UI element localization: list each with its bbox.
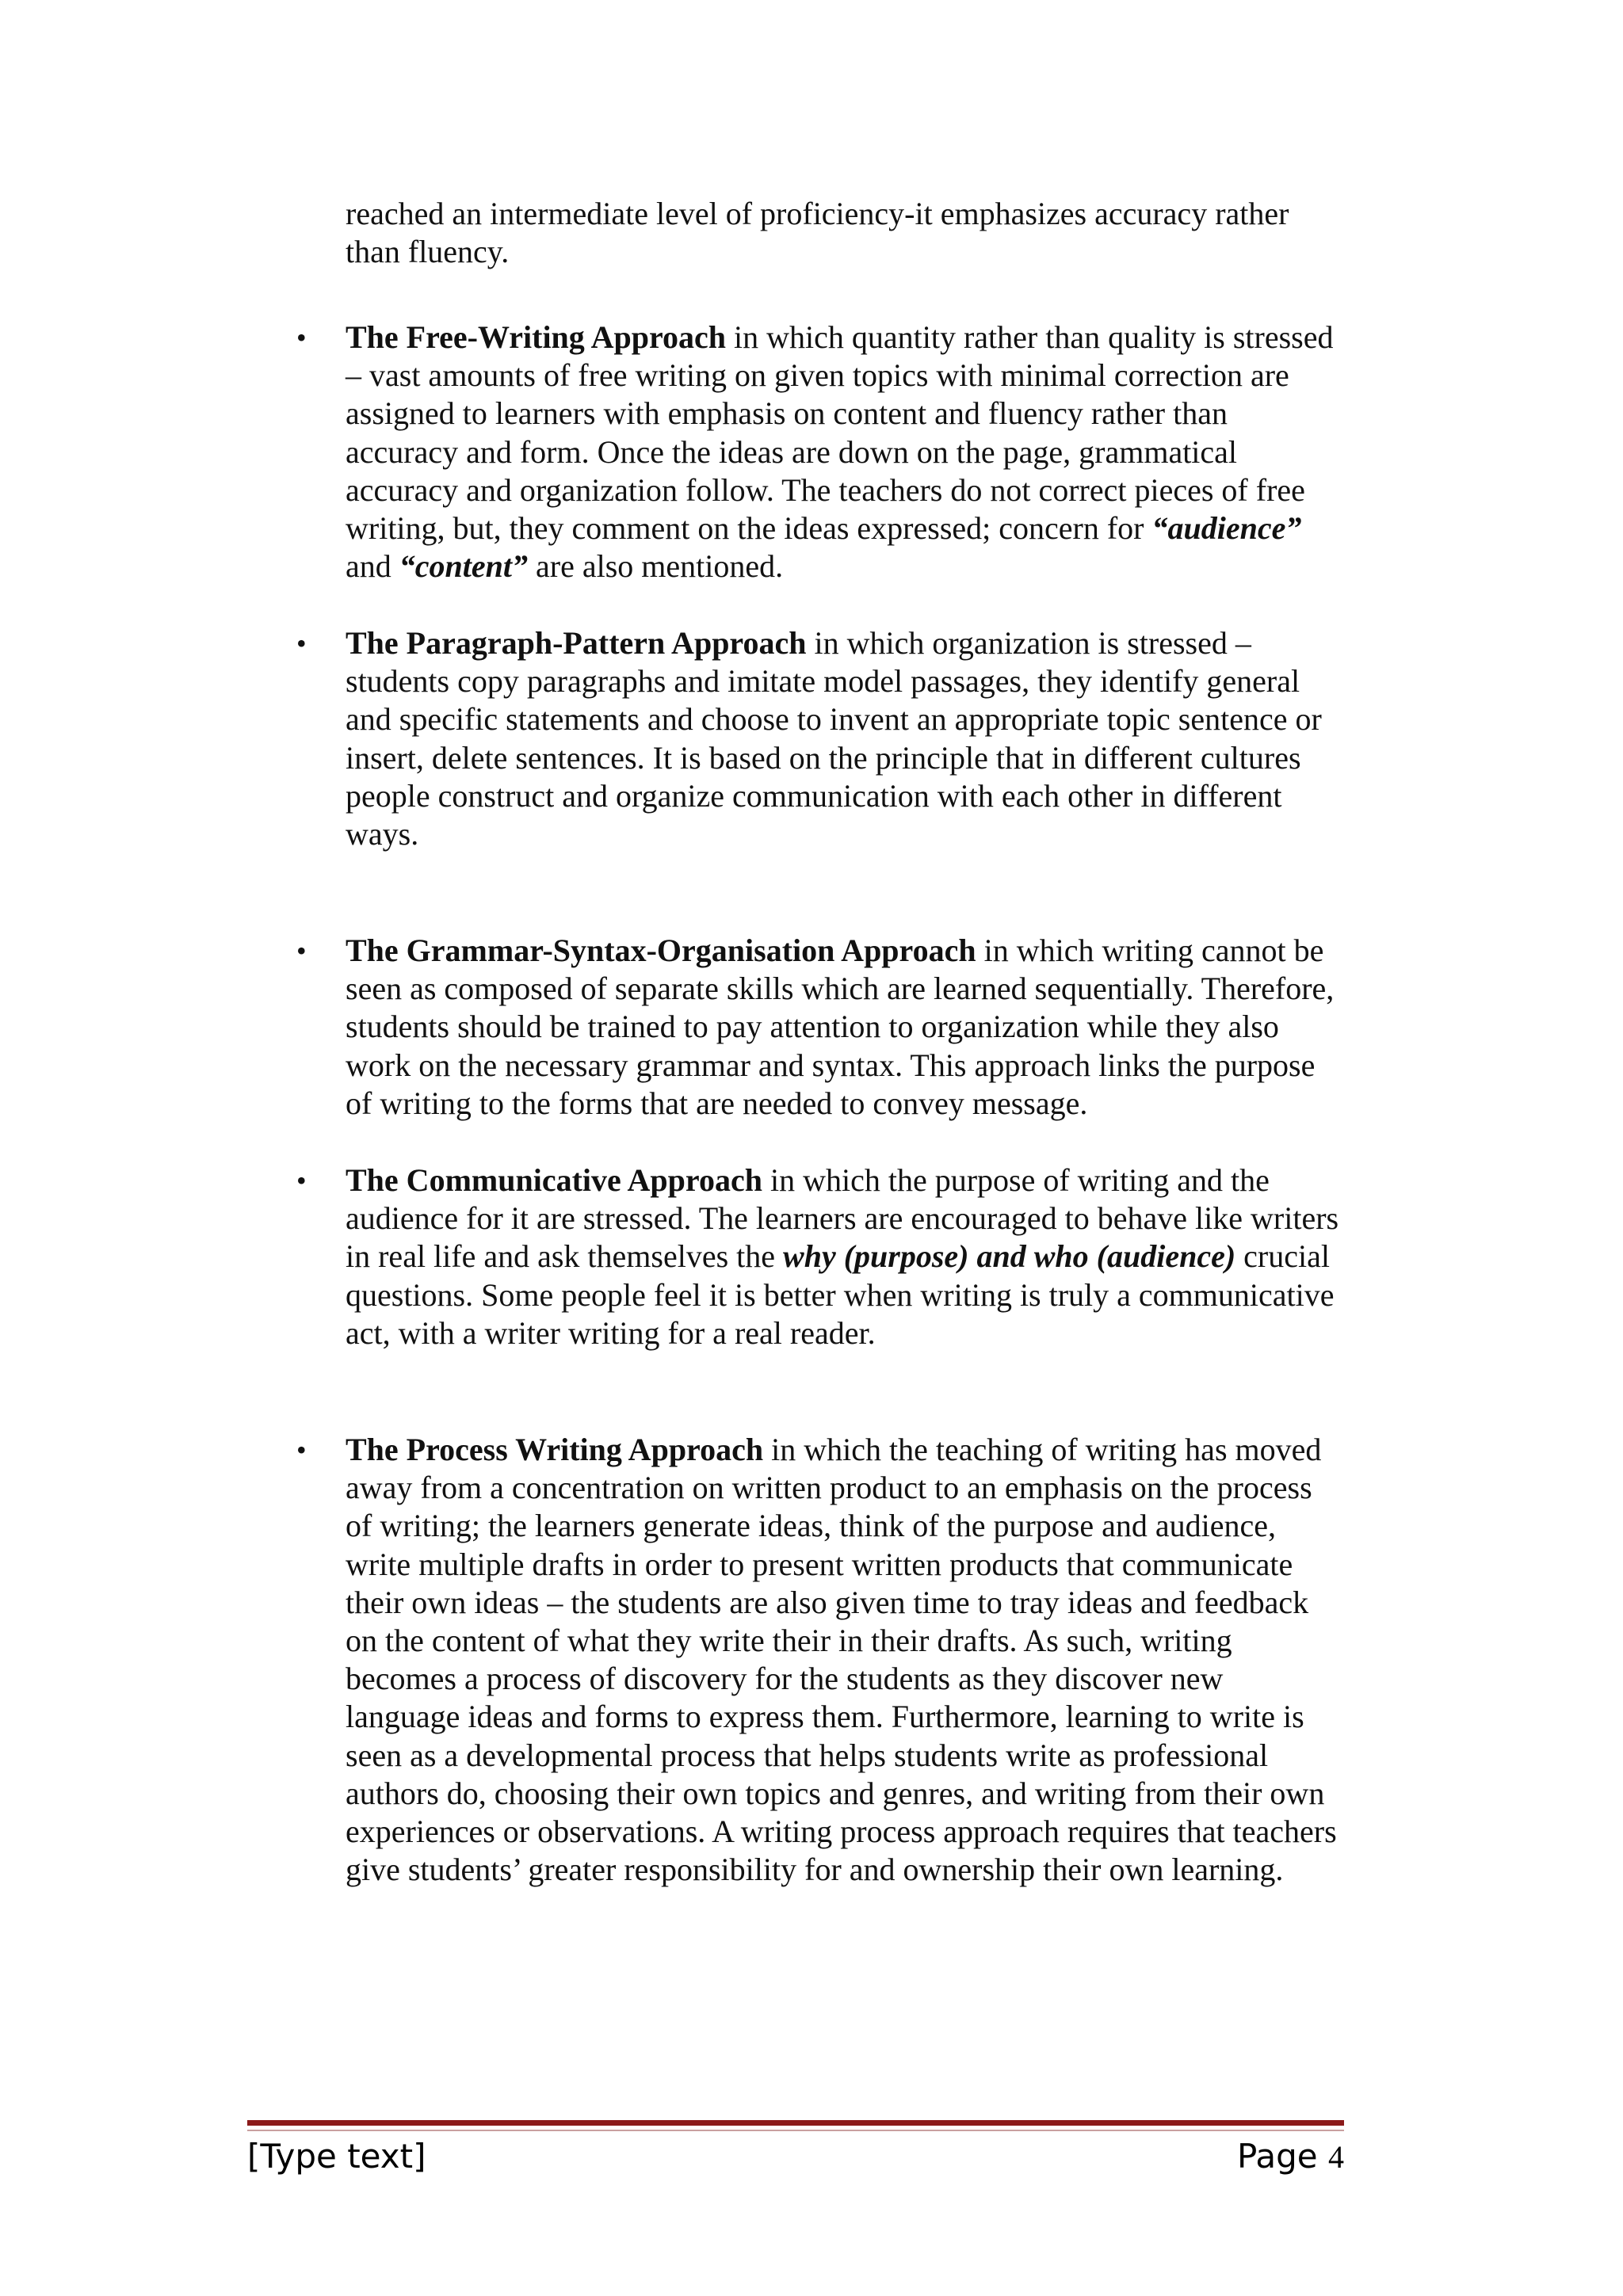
list-item-grammar-syntax	[296, 932, 1344, 1123]
item-title: The Paragraph-Pattern Approach	[346, 625, 807, 661]
list-item-process-writing	[296, 1431, 1344, 1889]
bullet-icon: •	[296, 1434, 307, 1466]
item-emphasis: “audience”	[1151, 510, 1302, 547]
item-text: in which quantity rather than quality is stressed – vast amounts of free writing on given topics with minimal correction are assigned to learners with emphasis on content and fluency rather than accuracy and form. Once the ideas are down on the page, grammatical accuracy and organization follow. The teachers do not correct pieces of free writing, but, they comment on the ideas expressed; concern for	[346, 319, 1334, 547]
item-text: crucial questions. Some people feel it is better when writing is truly a communicative act, with a writer writing for a real reader.	[346, 1238, 1335, 1351]
footer-page-number	[1237, 2136, 1344, 2178]
item-text: in which the purpose of writing and the audience for it are stressed. The learners are encouraged to behave like writers in real life and ask themselves the	[346, 1162, 1339, 1275]
footer-divider-thin	[247, 2130, 1344, 2131]
item-text: in which organization is stressed – students copy paragraphs and imitate model passages, they identify general and specific statements and choose to invent an appropriate topic sentence or insert, delete sentences. It is based on the principle that in different cultures people construct and organize communication with each other in different ways.	[346, 625, 1322, 852]
item-title: The Grammar-Syntax-Organisation Approach	[346, 933, 976, 968]
list-item-free-writing	[296, 318, 1344, 585]
item-text: and	[346, 548, 399, 585]
item-text: in which writing cannot be seen as composed of separate skills which are learned sequentially. Therefore, students should be trained to pay attention to organization while they also work on the necessary grammar and syntax. This approach links the purpose of writing to the forms that are needed to convey message.	[346, 933, 1335, 1121]
footer-divider	[247, 2120, 1344, 2126]
page-label: Page	[1236, 2137, 1318, 2176]
intro-paragraph-block	[346, 195, 1344, 271]
item-title: The Free-Writing Approach	[346, 319, 726, 355]
item-title: The Communicative Approach	[346, 1162, 762, 1198]
bullet-icon: •	[296, 322, 307, 353]
page-number: 4	[1328, 2139, 1344, 2175]
intro-paragraph: reached an intermediate level of proficiency-it emphasizes accuracy rather than fluency.	[346, 196, 1289, 270]
list-item-communicative	[296, 1161, 1344, 1352]
list-item-paragraph-pattern	[296, 624, 1344, 853]
item-emphasis: “content”	[399, 548, 528, 585]
item-text: are also mentioned.	[528, 548, 784, 585]
footer-left-text: [Type text]	[247, 2137, 426, 2176]
item-title: The Process Writing Approach	[346, 1432, 764, 1467]
item-text: in which the teaching of writing has moved away from a concentration on written product to an emphasis on the process of writing; the learners generate ideas, think of the purpose and audience, write multiple drafts in order to present written products that communicate their own ideas – the students are also given time to tray ideas and feedback on the content of what they write their in their drafts. As such, writing becomes a process of discovery for the students as they discover new language ideas and forms to express them. Furthermore, learning to write is seen as a developmental process that helps students write as professional authors do, choosing their own topics and genres, and writing from their own experiences or observations. A writing process approach requires that teachers give students’ greater responsibility for and ownership their own learning.	[346, 1432, 1337, 1888]
bullet-icon: •	[296, 1165, 307, 1196]
bullet-icon: •	[296, 935, 307, 967]
item-emphasis: why (purpose) and who (audience)	[783, 1238, 1236, 1275]
bullet-icon: •	[296, 627, 307, 659]
